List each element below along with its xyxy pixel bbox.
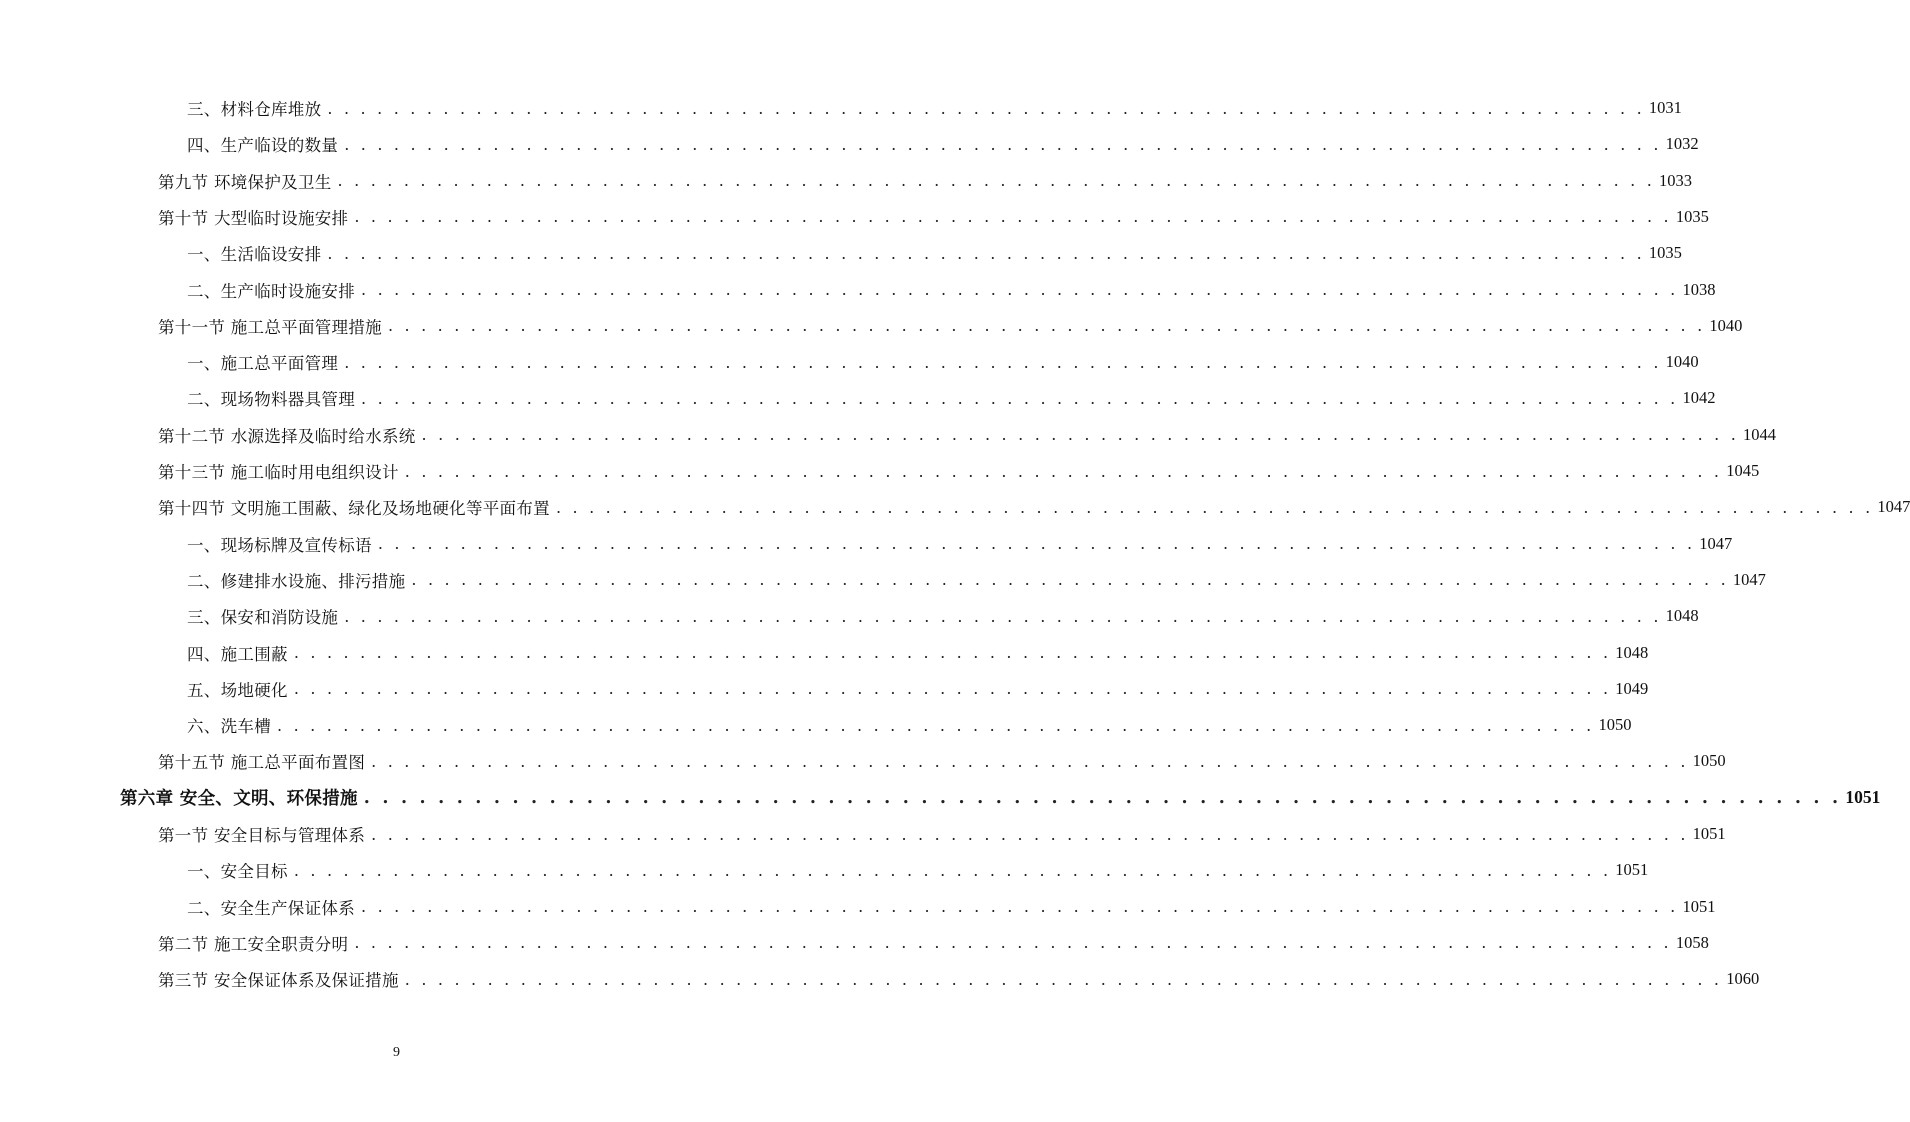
toc-entry-title: 第十一节 施工总平面管理措施 [158, 317, 382, 337]
toc-entry-page: 1051 [1682, 896, 1716, 916]
page-number: 9 [393, 1045, 400, 1060]
toc-entry-title: 五、场地硬化 [187, 680, 288, 700]
toc-subsection-entry[interactable] [0, 852, 1649, 888]
toc-entry-page: 1044 [1743, 424, 1777, 444]
toc-entry-page: 1045 [1726, 461, 1760, 480]
toc-leader-dots: . . . . . . . . . . . . . . . . . . . . . . . . . . . . . . . . . . . . . . . . . . . . . . . . . . . . . . . . . . . . . . . . . . . . . . . . . . . . . . . . [421, 425, 1740, 445]
toc-entry-title: 二、安全生产保证体系 [187, 898, 355, 918]
toc-leader-dots: . . . . . . . . . . . . . . . . . . . . . . . . . . . . . . . . . . . . . . . . . . . . . . . . . . . . . . . . . . . . . . . . . . . . . . . . . . . . . . . . [387, 316, 1706, 336]
toc-entry-page: 1051 [1615, 860, 1649, 880]
toc-entry-page: 1051 [1692, 824, 1726, 843]
toc-leader-dots: . . . . . . . . . . . . . . . . . . . . . . . . . . . . . . . . . . . . . . . . . . . . . . . . . . . . . . . . . . . . . . . . . . . . . . . . . . . . . . . . [337, 171, 1656, 191]
toc-section-entry[interactable] [0, 816, 1726, 852]
toc-entry-page: 1049 [1615, 678, 1649, 698]
toc-leader-dots: . . . . . . . . . . . . . . . . . . . . . . . . . . . . . . . . . . . . . . . . . . . . . . . . . . . . . . . . . . . . . . . . . . . . . . . . . . . . . . . . [377, 534, 1696, 554]
toc-subsection-entry[interactable] [0, 562, 1766, 598]
toc-section-entry[interactable] [0, 308, 1743, 344]
toc-subsection-entry[interactable] [0, 272, 1716, 308]
toc-entry-page: 1035 [1648, 243, 1682, 263]
toc-entry-title: 第十三节 施工临时用电组织设计 [158, 463, 399, 482]
toc-entry-title: 第一节 安全目标与管理体系 [158, 826, 366, 845]
toc-entry-title: 一、生活临设安排 [187, 245, 322, 265]
toc-chapter-entry[interactable] [0, 780, 1881, 816]
toc-subsection-entry[interactable] [0, 707, 1632, 743]
toc-entry-page: 1033 [1659, 170, 1693, 190]
toc-section-entry[interactable] [0, 453, 1760, 489]
toc-entry-page: 1048 [1665, 606, 1699, 626]
toc-leader-dots: . . . . . . . . . . . . . . . . . . . . . . . . . . . . . . . . . . . . . . . . . . . . . . . . . . . . . . . . . . . . . . . . . . . . . . . . . . . . . . . . [363, 787, 1842, 808]
toc-entry-title: 第十二节 水源选择及临时给水系统 [158, 426, 416, 446]
toc-entry-page: 1031 [1648, 98, 1682, 117]
toc-leader-dots: . . . . . . . . . . . . . . . . . . . . . . . . . . . . . . . . . . . . . . . . . . . . . . . . . . . . . . . . . . . . . . . . . . . . . . . . . . . . . . . . [361, 388, 1679, 408]
toc-entry-title: 四、施工围蔽 [187, 644, 288, 664]
toc-entry-page: 1048 [1615, 642, 1649, 662]
toc-entry-title: 一、现场标牌及宣传标语 [187, 535, 372, 555]
toc-entry-page: 1051 [1845, 787, 1881, 808]
toc-subsection-entry[interactable] [0, 380, 1716, 416]
toc-leader-dots: . . . . . . . . . . . . . . . . . . . . . . . . . . . . . . . . . . . . . . . . . . . . . . . . . . . . . . . . . . . . . . . . . . . . . . . . . . . . . . . . [293, 643, 1612, 662]
toc-entry-page: 1038 [1682, 279, 1716, 299]
toc-subsection-entry[interactable] [0, 235, 1682, 271]
toc-leader-dots: . . . . . . . . . . . . . . . . . . . . . . . . . . . . . . . . . . . . . . . . . . . . . . . . . . . . . . . . . . . . . . . . . . . . . . . . . . . . . . . . [404, 461, 1723, 481]
toc-entry-title: 第十四节 文明施工围蔽、绿化及场地硬化等平面布置 [158, 499, 550, 519]
toc-leader-dots: . . . . . . . . . . . . . . . . . . . . . . . . . . . . . . . . . . . . . . . . . . . . . . . . . . . . . . . . . . . . . . . . . . . . . . . . . . . . . . . . [371, 751, 1689, 771]
toc-entry-title: 二、修建排水设施、排污措施 [187, 571, 406, 591]
toc-leader-dots: . . . . . . . . . . . . . . . . . . . . . . . . . . . . . . . . . . . . . . . . . . . . . . . . . . . . . . . . . . . . . . . . . . . . . . . . . . . . . . . . [293, 860, 1612, 880]
toc-subsection-entry[interactable] [0, 344, 1699, 380]
toc-subsection-entry[interactable] [0, 126, 1699, 162]
toc-entry-title: 二、生产临时设施安排 [187, 281, 355, 301]
toc-entry-title: 六、洗车槽 [187, 717, 271, 737]
toc-leader-dots: . . . . . . . . . . . . . . . . . . . . . . . . . . . . . . . . . . . . . . . . . . . . . . . . . . . . . . . . . . . . . . . . . . . . . . . . . . . . . . . . [293, 679, 1612, 699]
toc-leader-dots: . . . . . . . . . . . . . . . . . . . . . . . . . . . . . . . . . . . . . . . . . . . . . . . . . . . . . . . . . . . . . . . . . . . . . . . . . . . . . . . . [361, 280, 1679, 299]
toc-leader-dots: . . . . . . . . . . . . . . . . . . . . . . . . . . . . . . . . . . . . . . . . . . . . . . . . . . . . . . . . . . . . . . . . . . . . . . . . . . . . . . . . [277, 715, 1595, 735]
toc-entry-title: 四、生产临设的数量 [187, 136, 339, 156]
toc-leader-dots: . . . . . . . . . . . . . . . . . . . . . . . . . . . . . . . . . . . . . . . . . . . . . . . . . . . . . . . . . . . . . . . . . . . . . . . . . . . . . . . . [344, 134, 1662, 154]
toc-entry-title: 第十节 大型临时设施安排 [158, 208, 349, 228]
toc-leader-dots: . . . . . . . . . . . . . . . . . . . . . . . . . . . . . . . . . . . . . . . . . . . . . . . . . . . . . . . . . . . . . . . . . . . . . . . . . . . . . . . . [327, 243, 1645, 263]
toc-subsection-entry[interactable] [0, 635, 1649, 671]
toc-entry-page: 1050 [1692, 751, 1726, 771]
toc-entry-page: 1058 [1675, 932, 1709, 952]
toc-leader-dots: . . . . . . . . . . . . . . . . . . . . . . . . . . . . . . . . . . . . . . . . . . . . . . . . . . . . . . . . . . . . . . . . . . . . . . . . . . . . . . . . [354, 933, 1672, 953]
toc-leader-dots: . . . . . . . . . . . . . . . . . . . . . . . . . . . . . . . . . . . . . . . . . . . . . . . . . . . . . . . . . . . . . . . . . . . . . . . . . . . . . . . . [371, 824, 1689, 844]
toc-section-entry[interactable] [0, 489, 1910, 525]
toc-leader-dots: . . . . . . . . . . . . . . . . . . . . . . . . . . . . . . . . . . . . . . . . . . . . . . . . . . . . . . . . . . . . . . . . . . . . . . . . . . . . . . . . [354, 207, 1672, 227]
toc-entry-page: 1047 [1877, 497, 1910, 517]
toc-subsection-entry[interactable] [0, 526, 1733, 562]
toc-leader-dots: . . . . . . . . . . . . . . . . . . . . . . . . . . . . . . . . . . . . . . . . . . . . . . . . . . . . . . . . . . . . . . . . . . . . . . . . . . . . . . . . [344, 606, 1662, 626]
toc-entry-title: 一、施工总平面管理 [187, 354, 339, 374]
toc-entry-title: 第六章 安全、文明、环保措施 [120, 789, 358, 810]
toc-leader-dots: . . . . . . . . . . . . . . . . . . . . . . . . . . . . . . . . . . . . . . . . . . . . . . . . . . . . . . . . . . . . . . . . . . . . . . . . . . . . . . . . [327, 98, 1645, 118]
toc-entry-page: 1040 [1709, 315, 1743, 335]
toc-entry-page: 1042 [1682, 388, 1716, 408]
toc-section-entry[interactable] [0, 961, 1760, 997]
toc-subsection-entry[interactable] [0, 598, 1699, 634]
toc-entry-title: 第二节 施工安全职责分明 [158, 934, 349, 954]
toc-leader-dots: . . . . . . . . . . . . . . . . . . . . . . . . . . . . . . . . . . . . . . . . . . . . . . . . . . . . . . . . . . . . . . . . . . . . . . . . . . . . . . . . [555, 497, 1874, 517]
toc-section-entry[interactable] [0, 743, 1726, 779]
toc-leader-dots: . . . . . . . . . . . . . . . . . . . . . . . . . . . . . . . . . . . . . . . . . . . . . . . . . . . . . . . . . . . . . . . . . . . . . . . . . . . . . . . . [404, 969, 1723, 989]
toc-entry-title: 第十五节 施工总平面布置图 [158, 753, 366, 773]
toc-entry-title: 三、保安和消防设施 [187, 608, 339, 628]
toc-leader-dots: . . . . . . . . . . . . . . . . . . . . . . . . . . . . . . . . . . . . . . . . . . . . . . . . . . . . . . . . . . . . . . . . . . . . . . . . . . . . . . . . [344, 352, 1662, 372]
toc-leader-dots: . . . . . . . . . . . . . . . . . . . . . . . . . . . . . . . . . . . . . . . . . . . . . . . . . . . . . . . . . . . . . . . . . . . . . . . . . . . . . . . . [411, 570, 1729, 590]
toc-section-entry[interactable] [0, 925, 1709, 961]
toc-entry-title: 二、现场物料器具管理 [187, 390, 355, 410]
toc-subsection-entry[interactable] [0, 90, 1682, 126]
toc-entry-page: 1032 [1665, 134, 1699, 154]
toc-subsection-entry[interactable] [0, 671, 1649, 707]
toc-entry-page: 1035 [1675, 206, 1709, 226]
toc-entry-title: 第三节 安全保证体系及保证措施 [158, 971, 399, 991]
toc-entry-page: 1047 [1699, 533, 1733, 553]
toc-entry-page: 1047 [1732, 569, 1766, 589]
toc-entry-title: 一、安全目标 [187, 862, 288, 882]
toc-entry-page: 1040 [1665, 352, 1699, 372]
toc-entry-title: 第九节 环境保护及卫生 [158, 172, 332, 192]
toc-leader-dots: . . . . . . . . . . . . . . . . . . . . . . . . . . . . . . . . . . . . . . . . . . . . . . . . . . . . . . . . . . . . . . . . . . . . . . . . . . . . . . . . [361, 897, 1679, 917]
toc-subsection-entry[interactable] [0, 889, 1716, 925]
toc-entry-page: 1060 [1726, 969, 1760, 989]
toc-entry-page: 1050 [1598, 715, 1632, 735]
toc-section-entry[interactable] [0, 199, 1709, 235]
toc-section-entry[interactable] [0, 417, 1777, 453]
toc-entry-title: 三、材料仓库堆放 [187, 100, 322, 119]
toc-section-entry[interactable] [0, 163, 1693, 199]
